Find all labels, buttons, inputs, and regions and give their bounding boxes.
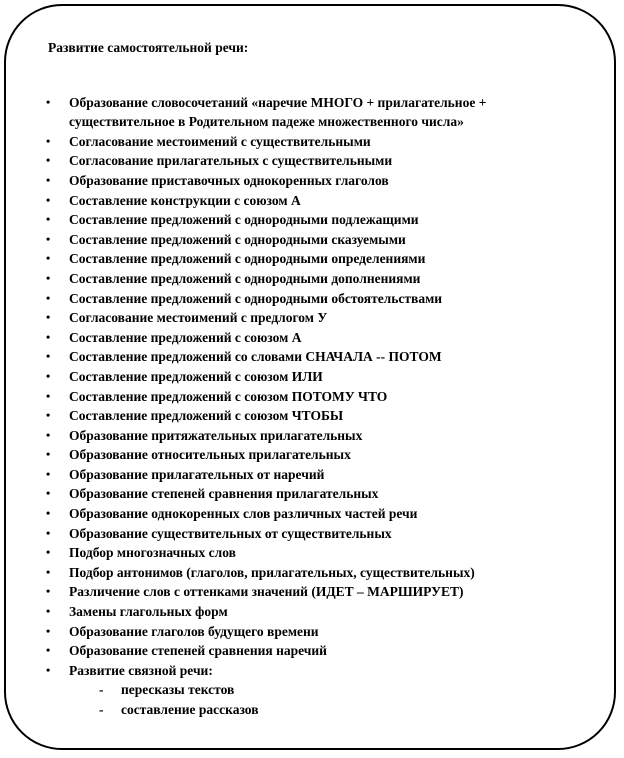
list-item [48,661,588,720]
dash-marker: - [99,682,104,698]
bullet-icon: • [46,368,51,383]
list-item-text: Согласование местоимений с существительными [69,133,371,149]
list-item-text: Образование степеней сравнения прилагательных [69,486,379,502]
list-item-text: Образование приставочных однокоренных глаголов [69,172,389,188]
list-item-text: Замены глагольных форм [69,604,228,620]
bullet-icon: • [46,447,51,462]
topic-list [48,93,588,720]
list-item [48,504,588,524]
list-item [48,622,588,642]
list-item [48,230,588,250]
list-item-text: Согласование местоимений с предлогом У [69,310,328,326]
bullet-icon: • [46,172,51,187]
list-item [48,289,588,309]
list-item-text: Образование степеней сравнения наречий [69,643,327,659]
bullet-icon: • [46,231,51,246]
list-item [48,406,588,426]
list-item-text: Различение слов с оттенками значений (ИДЕТ – МАРШИРУЕТ) [69,584,464,600]
sub-list [69,680,588,719]
sub-list-item [99,700,588,720]
list-item-text: Составление предложений со словами СНАЧАЛА -- ПОТОМ [69,349,442,365]
list-item [48,171,588,191]
list-item [48,269,588,289]
list-item [48,426,588,446]
list-item [48,347,588,367]
bullet-icon: • [46,349,51,364]
list-item-text: Образование относительных прилагательных [69,447,351,463]
bullet-icon: • [46,525,51,540]
bullet-icon: • [46,388,51,403]
bullet-icon: • [46,94,51,109]
list-item-text: Образование словосочетаний «наречие МНОГО + прилагательное + существительное в Родительном падеже множественного числа» [69,94,487,130]
content-area [48,38,588,720]
list-item-text: Образование глаголов будущего времени [69,623,319,639]
list-item [48,524,588,544]
list-item [48,387,588,407]
list-item-text: Составление предложений с однородными сказуемыми [69,231,406,247]
bullet-icon: • [46,133,51,148]
list-item [48,151,588,171]
list-item [48,445,588,465]
sub-list-item [99,680,588,700]
list-item-text: Образование существительных от существительных [69,525,392,541]
list-item-text: Образование однокоренных слов различных частей речи [69,506,418,522]
list-item [48,563,588,583]
list-item-text: Образование прилагательных от наречий [69,466,325,482]
bullet-icon: • [46,270,51,285]
list-item-text: Составление предложений с однородными обстоятельствами [69,290,443,306]
list-item [48,602,588,622]
bullet-icon: • [46,604,51,619]
bullet-icon: • [46,545,51,560]
bullet-icon: • [46,486,51,501]
bullet-icon: • [46,212,51,227]
list-item-text: Составление конструкции с союзом А [69,192,301,208]
list-item [48,582,588,602]
bullet-icon: • [46,329,51,344]
list-item-text: Составление предложений с союзом ИЛИ [69,368,323,384]
list-item [48,328,588,348]
bullet-icon: • [46,251,51,266]
list-item [48,191,588,211]
bullet-icon: • [46,290,51,305]
bullet-icon: • [46,192,51,207]
list-item-text: Подбор антонимов (глаголов, прилагательных, существительных) [69,564,475,580]
dash-marker: - [99,702,104,717]
bullet-icon: • [46,506,51,521]
bullet-icon: • [46,153,51,168]
bullet-icon: • [46,408,51,423]
bullet-icon: • [46,584,51,599]
list-item [48,93,588,132]
bullet-icon: • [46,466,51,481]
list-item [48,132,588,152]
bullet-icon: • [46,310,51,325]
list-item [48,308,588,328]
bullet-icon: • [46,564,51,579]
section-heading: Развитие самостоятельной речи: [48,40,249,55]
list-item-text: Составление предложений с однородными определениями [69,251,426,267]
list-item-text: Составление предложений с однородными подлежащими [69,212,419,228]
list-item [48,210,588,230]
sub-list-item-text: пересказы текстов [121,682,235,698]
list-item [48,367,588,387]
list-item-text: Подбор многозначных слов [69,545,236,561]
bullet-icon: • [46,643,51,658]
bullet-icon: • [46,623,51,638]
list-item [48,484,588,504]
list-item [48,641,588,661]
list-item [48,249,588,269]
list-item-text: Составление предложений с однородными дополнениями [69,270,421,286]
list-item-text: Составление предложений с союзом ЧТОБЫ [69,408,344,424]
list-item [48,543,588,563]
sub-list-item-text: составление рассказов [121,702,259,717]
bullet-icon: • [46,427,51,442]
list-item-text: Составление предложений с союзом А [69,329,302,345]
list-item-text: Согласование прилагательных с существительными [69,153,393,169]
list-item-text: Образование притяжательных прилагательных [69,427,363,443]
list-item [48,465,588,485]
bullet-icon: • [46,662,51,677]
list-item-text: Развитие связной речи: [69,662,213,678]
list-item-text: Составление предложений с союзом ПОТОМУ ЧТО [69,388,388,404]
